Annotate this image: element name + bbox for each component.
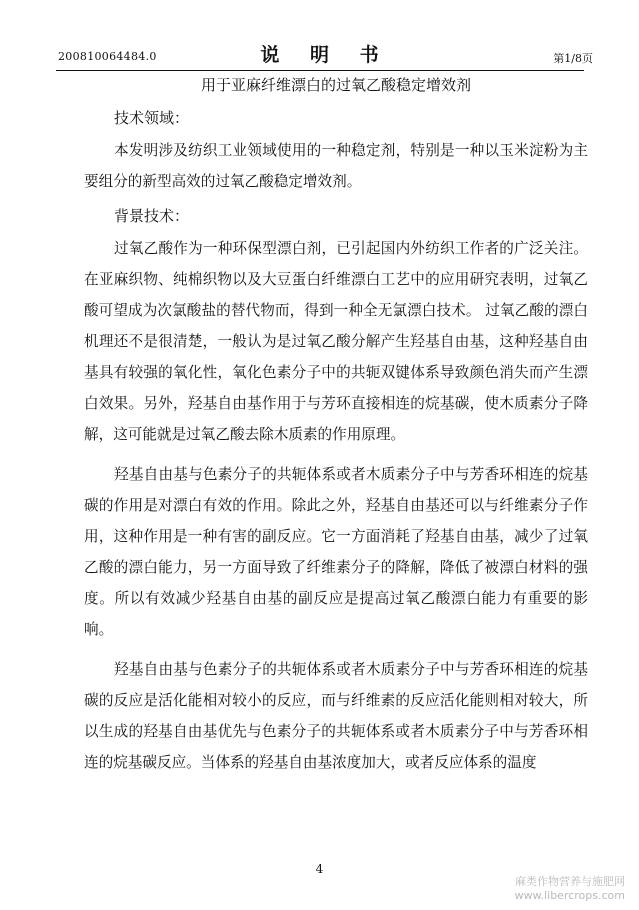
patent-number: 200810064484.0 bbox=[58, 50, 157, 63]
header-divider bbox=[56, 70, 584, 71]
section-heading-technical-field: 技术领域： bbox=[114, 109, 190, 127]
page-number: 4 bbox=[315, 862, 324, 876]
paragraph-background-2: 羟基自由基与色素分子的共轭体系或者木质素分子中与芳香环相连的烷基碳的作用是对漂白有效的作用。除此之外，羟基自由基还可以与纤维素分子作用，这种作用是一种有害的副反应。它一方面消耗了羟基自由基，减少了过氧乙酸的漂白能力，另一方面导致了纤维素分子的降解，降低了被漂白材料的强度。所以有效减少羟基自由基的副反应是提高过氧乙酸漂白能力有重要的影响。 bbox=[84, 466, 588, 638]
document-title: 用于亚麻纤维漂白的过氧乙酸稳定增效剂 bbox=[200, 76, 471, 94]
watermark-line-2: www.libercrops.com bbox=[514, 889, 625, 902]
document-body bbox=[84, 73, 588, 778]
paragraph-background-1: 过氧乙酸作为一种环保型漂白剂，已引起国内外纺织工作者的广泛关注。在亚麻织物、纯棉织物以及大豆蛋白纤维漂白工艺中的应用研究表明，过氧乙酸可望成为次氯酸盐的替代物而，得到一种全无氯漂白技术。 过氧乙酸的漂白机理还不是很清楚，一般认为是过氧乙酸分解产生羟基自由基，这种羟基自由基具有较强的氧化性，氧化色素分子中的共轭双键体系导致颜色消失而产生漂白效果。另外，羟基自由基作用于与芳环直接相连的烷基碳，使木质素分子降解，这可能就是过氧乙酸去除木质素的作用原理。 bbox=[84, 240, 588, 443]
watermark bbox=[515, 875, 625, 903]
page-indicator: 第1/8页 bbox=[553, 52, 593, 65]
watermark-line-1: 麻类作物营养与施肥网 bbox=[515, 875, 625, 888]
paragraph-background-3: 羟基自由基与色素分子的共轭体系或者木质素分子中与芳香环相连的烷基碳的反应是活化能相对较小的反应，而与纤维素的反应活化能则相对较大，所以生成的羟基自由基优先与色素分子的共轭体系或者木质素分子中与芳香环相连的烷基碳反应。当体系的羟基自由基浓度加大，或者反应体系的温度 bbox=[84, 661, 588, 771]
document-header bbox=[0, 36, 639, 66]
document-type-heading: 说 明 书 bbox=[260, 44, 391, 66]
section-heading-background: 背景技术： bbox=[114, 207, 190, 225]
paragraph-technical-field: 本发明涉及纺织工业领域使用的一种稳定剂，特别是一种以玉米淀粉为主要组分的新型高效的过氧乙酸稳定增效剂。 bbox=[84, 142, 588, 190]
